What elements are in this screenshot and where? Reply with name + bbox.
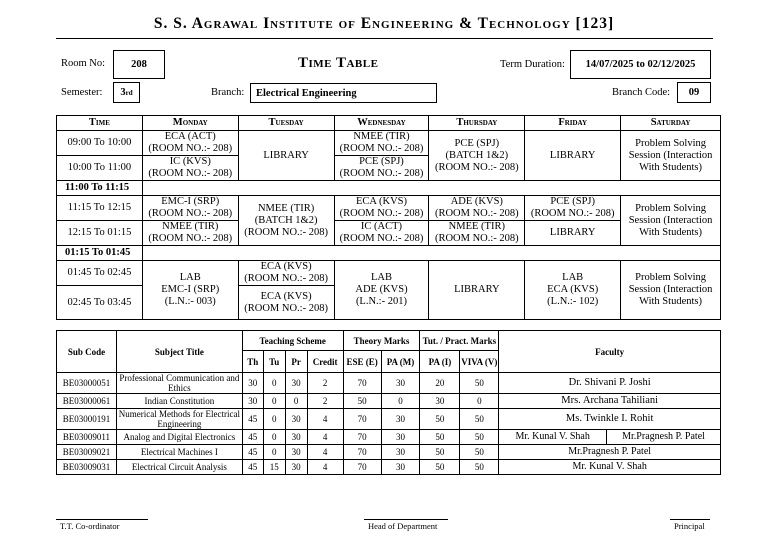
faculty-name: Dr. Shivani P. Joshi [499,373,721,394]
class-cell: NMEE (TIR) (ROOM NO.:- 208) [429,221,525,246]
th-value: 30 [242,394,263,409]
ese-value: 70 [343,409,381,430]
class-cell: ADE (KVS) (ROOM NO.:- 208) [429,196,525,221]
subject-title: Electrical Machines I [116,445,242,460]
header-pa-i: PA (I) [420,351,460,373]
break-row [57,181,721,196]
pr-value: 30 [285,409,307,430]
semester-label: Semester: [61,87,103,98]
doc-title: Time Table [298,55,379,71]
credit-value: 2 [307,373,343,394]
col-wednesday: Wednesday [334,116,429,131]
class-cell: NMEE (TIR) (ROOM NO.:- 208) [334,131,429,156]
pr-value: 30 [285,373,307,394]
subject-title: Numerical Methods for Electrical Engineering [116,409,242,430]
header-tu: Tu [263,351,285,373]
tu-value: 0 [263,394,285,409]
faculty-name: Mr. Kunal V. Shah [499,430,607,445]
subject-table [56,330,721,475]
pa-m-value: 30 [381,409,420,430]
tu-value: 0 [263,373,285,394]
viva-value: 0 [460,394,499,409]
ese-value: 70 [343,373,381,394]
class-cell: ECA (KVS) (ROOM NO.:- 208) [238,286,334,320]
faculty-name: Mrs. Archana Tahiliani [499,394,721,409]
header-theory-marks: Theory Marks [343,331,420,351]
tu-value: 0 [263,430,285,445]
pr-value: 30 [285,430,307,445]
class-cell: ECA (KVS) (ROOM NO.:- 208) [238,261,334,286]
pa-m-value: 0 [381,394,420,409]
title-rule [56,38,713,39]
timetable-header-row [57,116,721,131]
class-cell: IC (KVS) (ROOM NO.:- 208) [142,156,238,181]
term-value: 14/07/2025 to 02/12/2025 [570,50,711,79]
room-value: 208 [113,50,165,79]
subject-header-row [57,331,721,351]
credit-value: 4 [307,460,343,475]
subject-title: Indian Constitution [116,394,242,409]
class-cell: LAB EMC-I (SRP) (L.N.:- 003) [142,261,238,320]
subject-title: Professional Communication and Ethics [116,373,242,394]
class-cell: LIBRARY [429,261,525,320]
class-cell: EMC-I (SRP) (ROOM NO.:- 208) [142,196,238,221]
class-cell: IC (ACT) (ROOM NO.:- 208) [334,221,429,246]
time-cell: 12:15 To 01:15 [57,221,143,246]
tu-value: 0 [263,445,285,460]
pa-i-value: 20 [420,373,460,394]
sub-code: BE03009031 [57,460,117,475]
viva-value: 50 [460,373,499,394]
header-subject-title: Subject Title [116,331,242,373]
col-monday: Monday [142,116,238,131]
pr-value: 0 [285,394,307,409]
class-cell: PCE (SPJ) (BATCH 1&2) (ROOM NO.:- 208) [429,131,525,181]
sub-code: BE03000051 [57,373,117,394]
col-saturday: Saturday [621,116,721,131]
class-cell: LIBRARY [525,221,621,246]
credit-value: 4 [307,430,343,445]
signature-principal: Principal [670,519,710,531]
viva-value: 50 [460,409,499,430]
signature-coordinator: T.T. Co-ordinator [56,519,148,531]
table-row [57,373,721,394]
header-ese: ESE (E) [343,351,381,373]
table-row [57,394,721,409]
th-value: 45 [242,430,263,445]
class-cell: LIBRARY [238,131,334,181]
faculty-name: Mr. Kunal V. Shah [499,460,721,475]
faculty-name: Ms. Twinkle I. Rohit [499,409,721,430]
pr-value: 30 [285,460,307,475]
timetable [56,115,721,320]
branch-value: Electrical Engineering [250,83,437,103]
tu-value: 15 [263,460,285,475]
branch-label: Branch: [211,87,245,98]
faculty-name: Mr.Pragnesh P. Patel [607,430,721,445]
class-cell: Problem Solving Session (Interaction With Students) [621,131,721,181]
branch-code-label: Branch Code: [612,87,671,98]
pa-i-value: 50 [420,460,460,475]
class-cell: Problem Solving Session (Interaction With Students) [621,196,721,246]
table-row [57,460,721,475]
table-row [57,409,721,430]
credit-value: 4 [307,445,343,460]
semester-value: 3 rd [113,82,140,103]
header-tut-pract-marks: Tut. / Pract. Marks [420,331,499,351]
slot-row [57,261,721,286]
sub-code: BE03000061 [57,394,117,409]
time-cell: 01:45 To 02:45 [57,261,143,286]
term-label: Term Duration: [500,59,565,70]
credit-value: 2 [307,394,343,409]
col-thursday: Thursday [429,116,525,131]
header-viva: VIVA (V) [460,351,499,373]
branch-code-value: 09 [677,82,711,103]
pa-i-value: 50 [420,445,460,460]
viva-value: 50 [460,445,499,460]
table-row [57,445,721,460]
time-cell: 11:15 To 12:15 [57,196,143,221]
break-cell: 01:15 To 01:45 [57,246,143,261]
th-value: 45 [242,460,263,475]
header-sub-code: Sub Code [57,331,117,373]
class-cell: LAB ECA (KVS) (L.N.:- 102) [525,261,621,320]
subject-title: Analog and Digital Electronics [116,430,242,445]
pa-m-value: 30 [381,460,420,475]
header-teaching-scheme: Teaching Scheme [242,331,343,351]
sub-code: BE03009011 [57,430,117,445]
th-value: 45 [242,409,263,430]
class-cell: LAB ADE (KVS) (L.N.:- 201) [334,261,429,320]
class-cell: Problem Solving Session (Interaction With Students) [621,261,721,320]
viva-value: 50 [460,430,499,445]
pa-i-value: 50 [420,409,460,430]
header-credit: Credit [307,351,343,373]
pa-m-value: 30 [381,430,420,445]
ese-value: 50 [343,394,381,409]
time-cell: 09:00 To 10:00 [57,131,143,156]
tu-value: 0 [263,409,285,430]
viva-value: 50 [460,460,499,475]
ese-value: 70 [343,445,381,460]
pr-value: 30 [285,445,307,460]
break-row [57,246,721,261]
pa-i-value: 30 [420,394,460,409]
col-tuesday: Tuesday [238,116,334,131]
time-cell: 02:45 To 03:45 [57,286,143,320]
header-faculty: Faculty [499,331,721,373]
subject-title: Electrical Circuit Analysis [116,460,242,475]
header-th: Th [242,351,263,373]
faculty-name: Mr.Pragnesh P. Patel [499,445,721,460]
signature-hod: Head of Department [364,519,448,531]
sub-code: BE03009021 [57,445,117,460]
th-value: 45 [242,445,263,460]
room-label: Room No: [61,58,106,69]
col-time: Time [57,116,143,131]
class-cell: NMEE (TIR) (BATCH 1&2) (ROOM NO.:- 208) [238,196,334,246]
class-cell: NMEE (TIR) (ROOM NO.:- 208) [142,221,238,246]
time-cell: 10:00 To 11:00 [57,156,143,181]
header-pa-m: PA (M) [381,351,420,373]
ese-value: 70 [343,430,381,445]
class-cell: PCE (SPJ) (ROOM NO.:- 208) [525,196,621,221]
class-cell: LIBRARY [525,131,621,181]
th-value: 30 [242,373,263,394]
credit-value: 4 [307,409,343,430]
class-cell: PCE (SPJ) (ROOM NO.:- 208) [334,156,429,181]
slot-row [57,196,721,221]
ese-value: 70 [343,460,381,475]
sub-code: BE03000191 [57,409,117,430]
institute-title: S. S. Agrawal Institute of Engineering & Technology [123] [153,15,615,32]
pa-m-value: 30 [381,373,420,394]
pa-m-value: 30 [381,445,420,460]
col-friday: Friday [525,116,621,131]
slot-row [57,131,721,156]
header-pr: Pr [285,351,307,373]
table-row [57,430,721,445]
pa-i-value: 50 [420,430,460,445]
break-cell: 11:00 To 11:15 [57,181,143,196]
class-cell: ECA (KVS) (ROOM NO.:- 208) [334,196,429,221]
class-cell: ECA (ACT) (ROOM NO.:- 208) [142,131,238,156]
